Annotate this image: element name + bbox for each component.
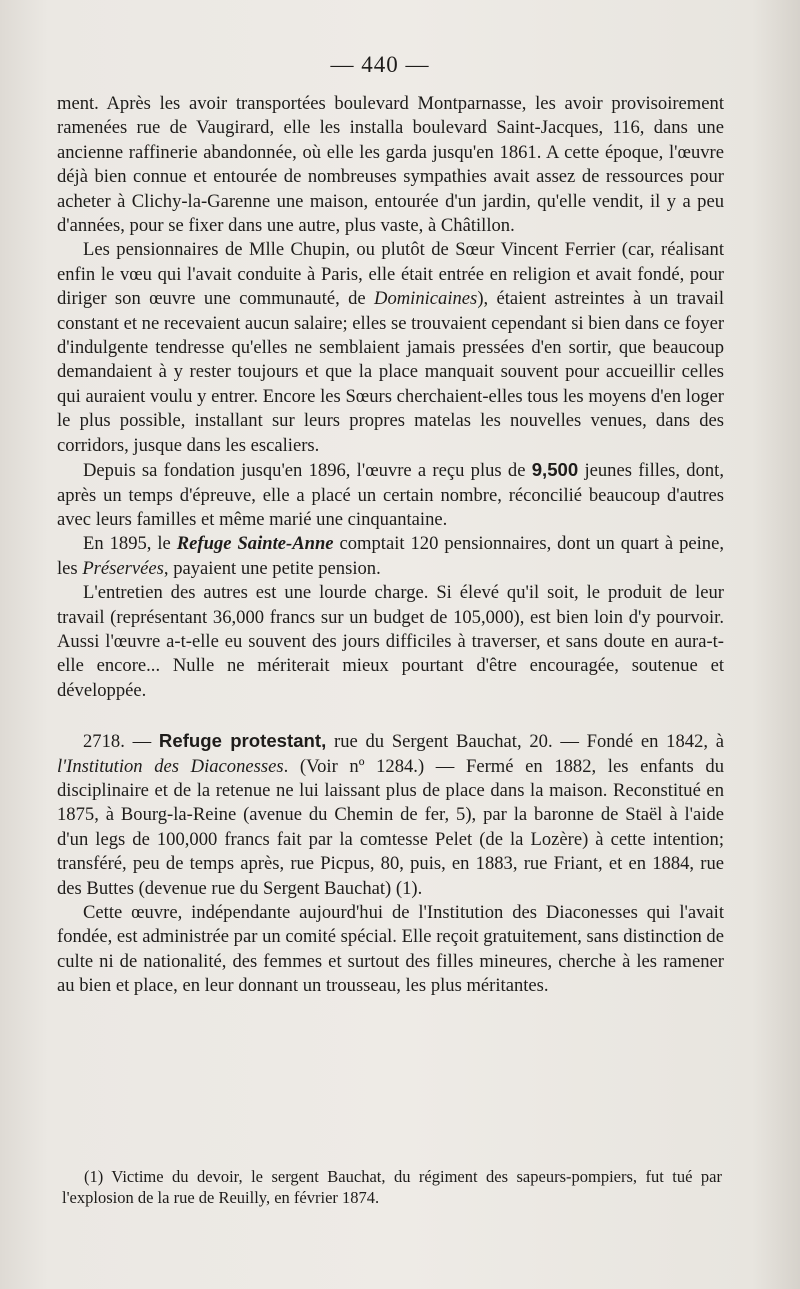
notice-text-b: . (Voir nº 1284.) — Fermé en 1882, les enfants du disciplinaire et de la retenue ne lui laissant plus de place dans la maison. Reconstitué en 1875, à Bourg-la-Reine (avenue du Chemin de fer, 5), par la baronne de Staël à l'aide d'un legs de 100,000 francs fait par la comtesse Pelet (de la Lozère) à cette intention; transféré, peu de temps après, rue Picpus, 80, puis, en 1883, rue Friant, et en 1884, rue des Buttes (devenue rue du Sergent Bauchat) (1). [57,755,725,899]
paragraph-3 [57,458,724,532]
paragraph-3-number: 9,500 [531,459,579,481]
page-number: — 440 — [330,52,430,77]
paragraph-2-italic: Dominicaines [374,288,478,310]
paragraph-4-italic: Préservées [82,557,164,579]
paragraph-3-text-a: Depuis sa fondation jusqu'en 1896, l'œuvre a reçu plus de [83,460,532,482]
main-text [57,92,724,999]
notice-2718 [57,729,724,901]
footnote [62,1166,722,1208]
paragraph-4-text-a: En 1895, le [83,533,177,555]
paragraph-5: L'entretien des autres est une lourde charge. Si élevé qu'il soit, le produit de leur travail (représentant 36,000 francs sur un budget de 105,000), est bien loin d'y pourvoir. Aussi l'œuvre a-t-elle eu souvent des jours difficiles à traverser, et sans doute en aura-t-elle encore... Nulle ne mériterait mieux pourtant d'être encouragée, soutenue et développée. [57,582,724,701]
paragraph-6: Cette œuvre, indépendante aujourd'hui de l'Institution des Diaconesses qui l'avait fondée, est administrée par un comité spécial. Elle reçoit gratuitement, sans distinction de culte ni de nationalité, des femmes et surtout des filles mineures, cherche à les ramener au bien et place, en leur donnant un trousseau, les plus méritantes. [57,902,724,997]
footnote-text: (1) Victime du devoir, le sergent Bauchat, du régiment des sapeurs-pompiers, fut tué par l'explosion de la rue de Reuilly, en février 1874. [62,1167,722,1207]
paragraph-2 [57,238,724,458]
paragraph-2-text-a: Les pensionnaires de Mlle Chupin, ou plutôt de Sœur Vincent Ferrier (car, réalisant enfin le vœu qui l'avait conduite à Paris, elle était entrée en religion et avait fondé, pour diriger son œuvre une communauté, de [57,239,724,310]
paragraph-1: ment. Après les avoir transportées boulevard Montparnasse, les avoir provisoirement ramenées rue de Vaugirard, elle les installa boulevard Saint-Jacques, 116, dans une ancienne raffinerie abandonnée, où elle les garda jusqu'en 1861. A cette époque, l'œuvre déjà bien connue et entourée de nombreuses sympathies avait assez de ressources pour acheter à Clichy-la-Garenne une maison, entourée d'un jardin, qu'elle vendit, il y a peu d'années, pour se fixer dans une autre, plus vaste, à Châtillon. [57,93,724,237]
paragraph-2-text-b: ), étaient astreintes à un travail constant et ne recevaient aucun salaire; elles se trouvaient cependant si bien dans ce foyer d'indulgente tendresse qu'elles ne semblaient jamais pressées d'en sortir, que beaucoup demandaient à y rester toujours et que la place manquait souvent pour accueillir celles qui auraient voulu y entrer. Encore les Sœurs cherchaient-elles tous les moyens d'en loger le plus possible, installant sur leurs propres matelas les nouvelles venues, dans des corridors, jusque dans les escaliers. [57,288,725,456]
paragraph-4 [57,532,724,581]
paragraph-3-text-b: jeunes filles, dont, après un temps d'épreuve, elle a placé un certain nombre, réconcilié beaucoup d'autres avec leurs familles et même marié une cinquantaine. [57,460,724,530]
paragraph-4-text-c: , payaient une petite pension. [163,557,381,579]
notice-number: 2718. — [83,731,159,753]
notice-text-a: rue du Sergent Bauchat, 20. — Fondé en 1842, à [326,731,725,753]
notice-italic: l'Institution des Diaconesses [57,755,284,777]
notice-title: Refuge protestant, [158,730,327,752]
paragraph-4-text-b: comptait 120 pensionnaires, dont un quart à peine, les [57,533,724,579]
paragraph-4-refuge-name: Refuge Sainte-Anne [176,533,334,555]
